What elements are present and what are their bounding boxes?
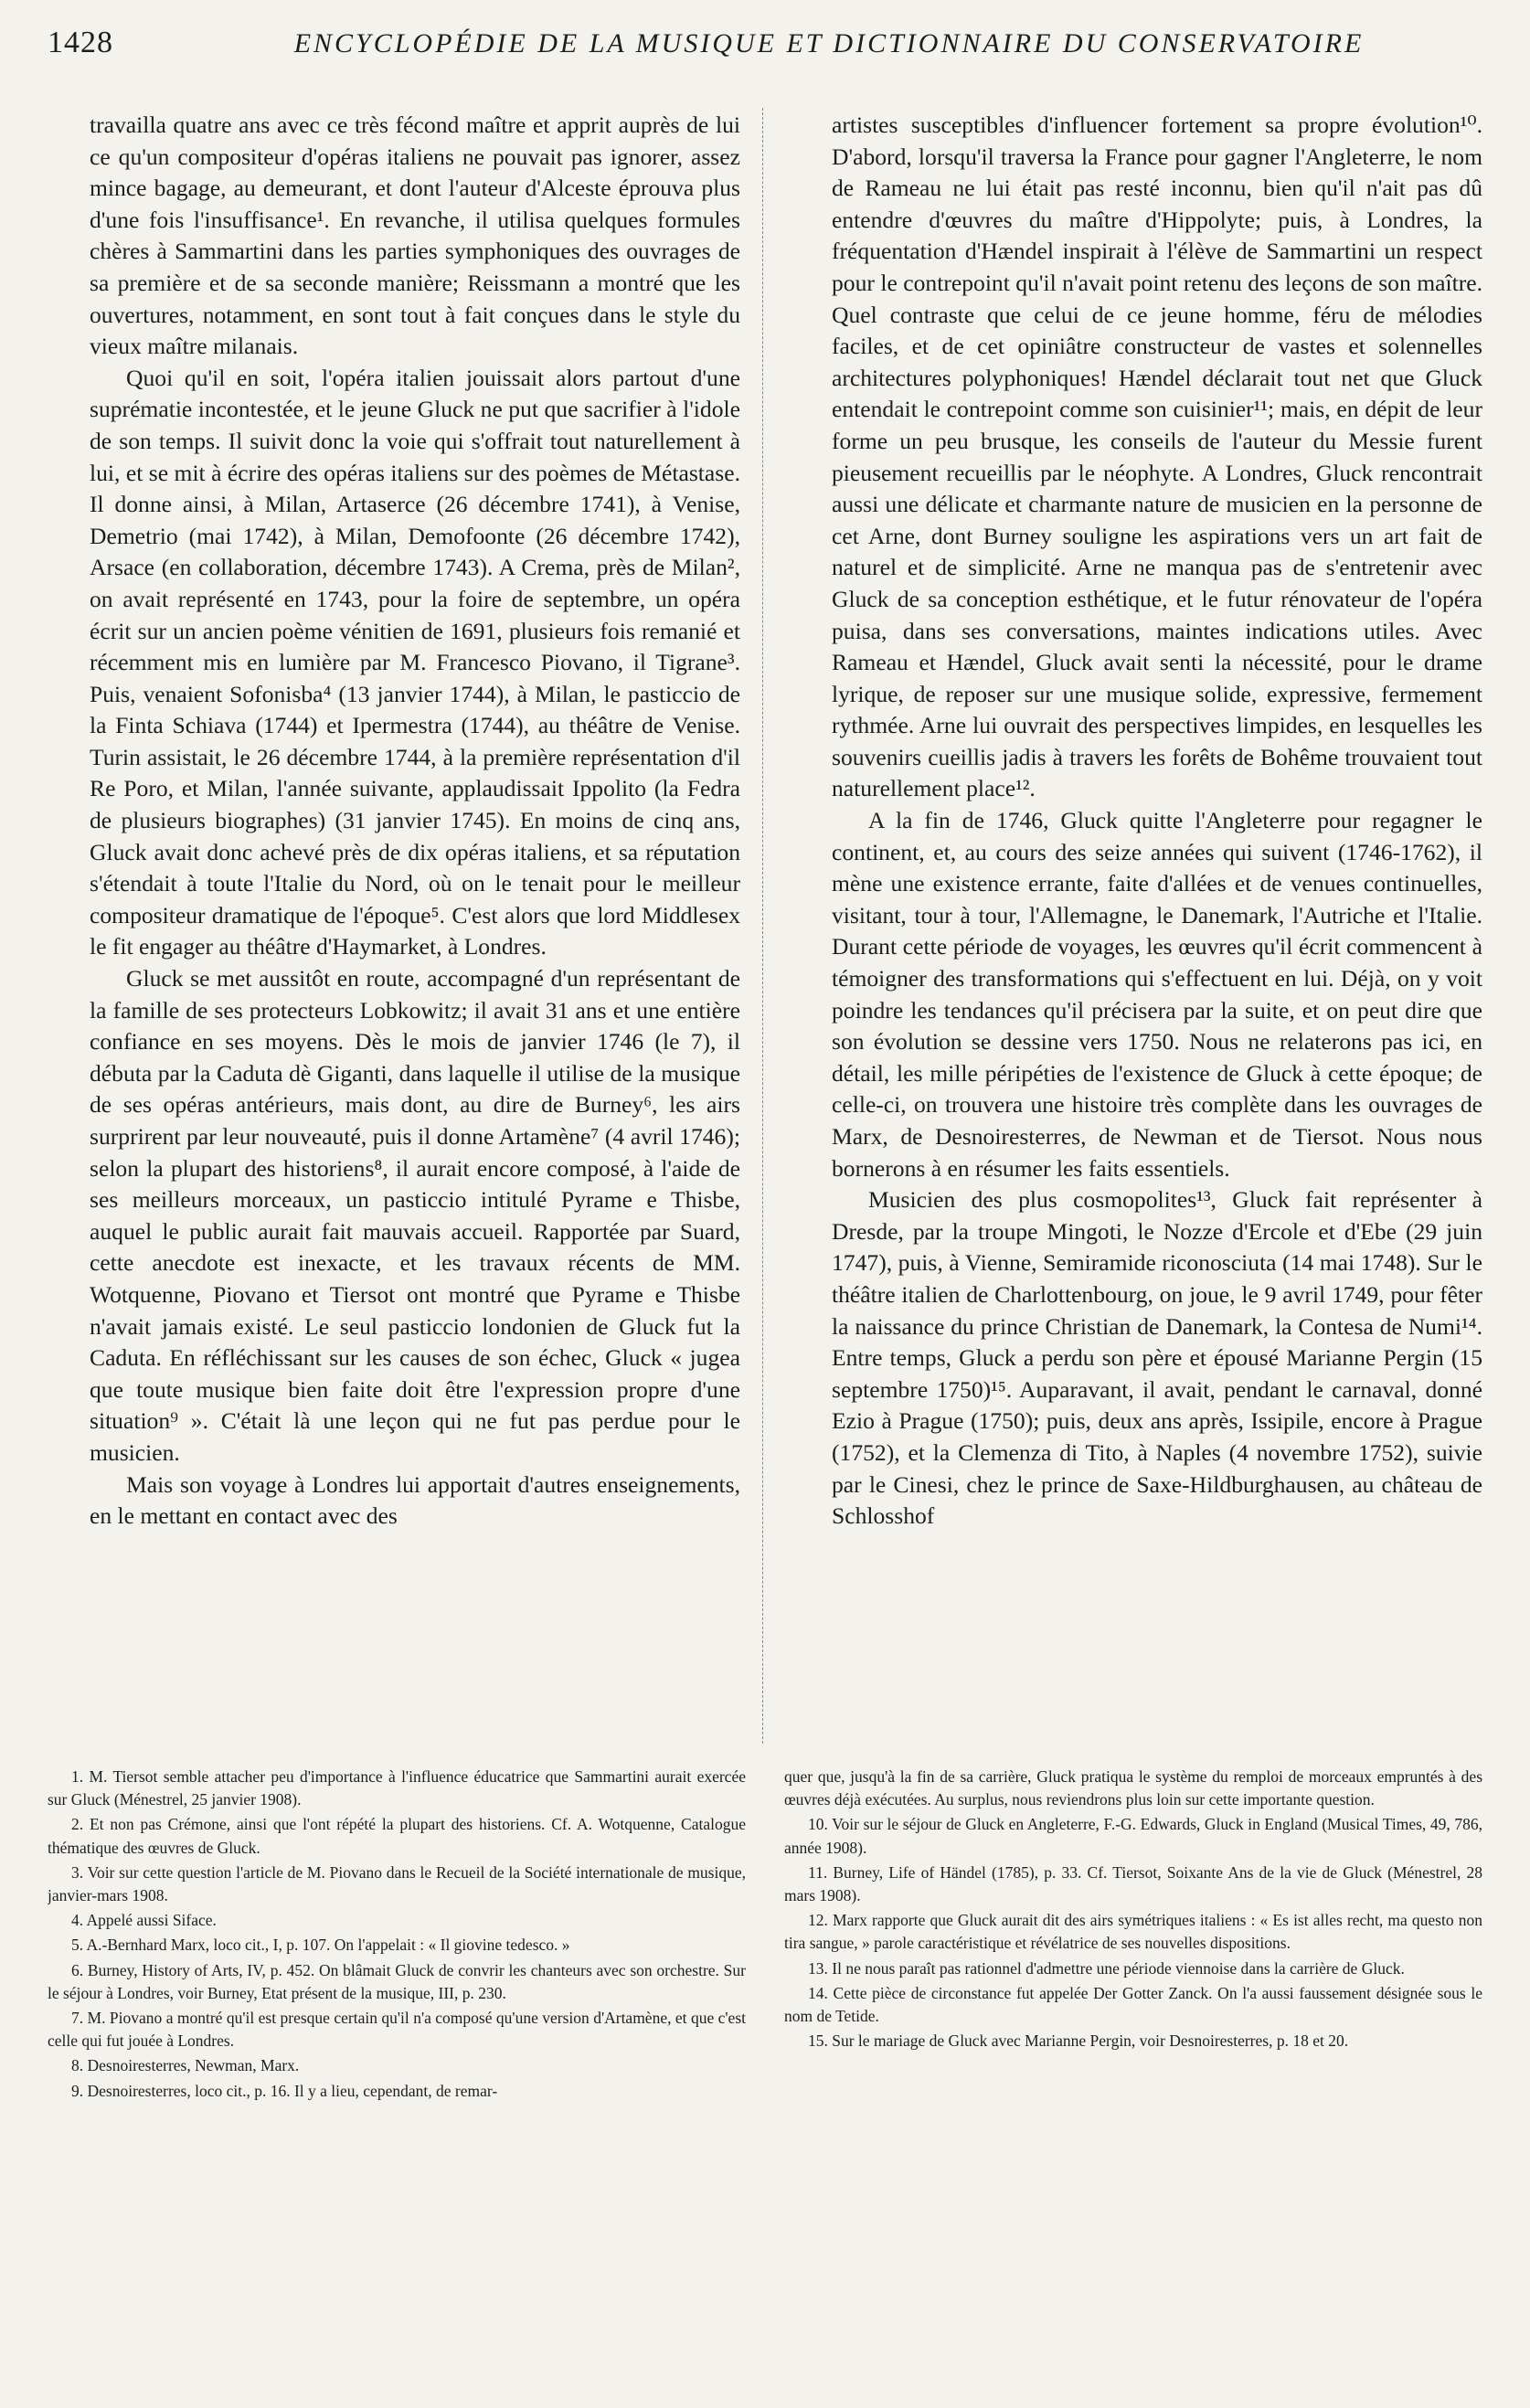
paragraph: Gluck se met aussitôt en route, accompagné d'un représentant de la famille de ses protecteurs Lobkowitz; il avait 31 ans et une entière confiance en ses moyens. Dès le mois de janvier 1746 (le 7), il débuta par la Caduta dè Giganti, dans laquelle il utilise de la musique de ses opéras antérieurs, mais dont, au dire de Burney⁶, les airs surprirent par leur nouveauté, puis il donne Artamène⁷ (4 avril 1746); selon la plupart des historiens⁸, il aurait encore composé, à l'aide de ses meilleurs morceaux, un pasticcio intitulé Pyrame e Thisbe, auquel le public aurait fait mauvais accueil. Rapportée par Suard, cette anecdote est inexacte, et les travaux récents de MM. Wotquenne, Piovano et Tiersot ont montré que Pyrame e Thisbe n'avait jamais existé. Le seul pasticcio londonien de Gluck fut la Caduta. En réfléchissant sur les causes de son échec, Gluck « jugea que toute musique bien faite doit être l'expression propre d'une situation⁹ ». C'était là une leçon qui ne fut pas perdue pour le musicien. [90,965,740,1466]
footnote: 2. Et non pas Crémone, ainsi que l'ont répété la plupart des historiens. Cf. A. Wotquenne, Catalogue thématique des œuvres de Gluck. [48,1815,746,1857]
paragraph: Mais son voyage à Londres lui apportait d'autres enseignements, en le mettant en contact avec des [90,1470,740,1530]
footnote: 8. Desnoiresterres, Newman, Marx. [71,2056,300,2075]
paragraph: Quoi qu'il en soit, l'opéra italien jouissait alors partout d'une suprématie incontestée, et le jeune Gluck ne put que sacrifier à l'idole de son temps. Il suivit donc la voie qui s'offrait tout naturellement à lui, et se mit à écrire des opéras italiens sur des poèmes de Métastase. Il donne ainsi, à Milan, Artaserce (26 décembre 1741), à Venise, Demetrio (mai 1742), à Milan, Demofoonte (26 décembre 1742), Arsace (en collaboration, décembre 1743). A Crema, près de Milan², on avait représenté en 1743, pour la foire de septembre, un opéra écrit sur un ancien poème vénitien de 1691, plusieurs fois remanié et récemment mis en lumière par M. Francesco Piovano, il Tigrane³. Puis, venaient Sofonisba⁴ (13 janvier 1744), à Milan, le pasticcio de la Finta Schiava (1744) et Ipermestra (1744), au théâtre de Venise. Turin assistait, le 26 décembre 1744, à la première représentation d'il Re Poro, et Milan, l'année suivante, applaudissait Ippolito (la Fedra de plusieurs biographes) (31 janvier 1745). En moins de cinq ans, Gluck avait donc achevé près de dix opéras italiens, et sa réputation s'étendait à toute l'Italie du Nord, où on le tenait pour le meilleur compositeur dramatique de l'époque⁵. C'est alors que lord Middlesex le fit engager au théâtre d'Haymarket, à Londres. [90,364,740,960]
footnote: 13. Il ne nous paraît pas rationnel d'admettre une période viennoise dans la carrière de Gluck. [808,1958,1405,1978]
footnotes-right-column [784,1766,1482,2387]
right-column [832,110,1482,1755]
page-number: 1428 [48,26,113,59]
footnotes-left-column [48,1766,746,2387]
paragraph: Musicien des plus cosmopolites¹³, Gluck fait représenter à Dresde, par la troupe Mingoti, le Nozze d'Ercole et d'Ebe (29 juin 1747), puis, à Vienne, Semiramide riconosciuta (14 mai 1748). Sur le théâtre italien de Charlottenbourg, on joue, le 9 avril 1749, pour fêter la naissance du prince Christian de Danemark, la Contesa de Numi¹⁴. Entre temps, Gluck a perdu son père et épousé Marianne Pergin (15 septembre 1750)¹⁵. Auparavant, il avait, pendant le carnaval, donné Ezio à Prague (1750); puis, deux ans après, Issipile, encore à Prague (1752), et la Clemenza di Tito, à Naples (4 novembre 1752), suivie par le Cinesi, chez le prince de Saxe-Hildburghausen, au château de Schlosshof [832,1186,1482,1530]
paragraph: travailla quatre ans avec ce très fécond maître et apprit auprès de lui ce qu'un compositeur d'opéras italiens ne pouvait pas ignorer, assez mince bagage, au demeurant, et dont l'auteur d'Alceste éprouva plus d'une fois l'insuffisance¹. En revanche, il utilisa quelques formules chères à Sammartini dans les parties symphoniques des ouvrages de sa première et de sa seconde manière; Reissmann a montré que les ouvertures, notamment, en sont tout à fait conçues dans le style du vieux maître milanais. [90,111,740,360]
footnote: 14. Cette pièce de circonstance fut appelée Der Gotter Zanck. On l'a aussi faussement désignée sous le nom de Tetide. [784,1983,1482,2026]
footnote: 12. Marx rapporte que Gluck aurait dit des airs symétriques italiens : « Es ist alles recht, ma questo non tira sangue, » parole caractéristique et révélatrice de ses nouvelles dispositions. [784,1911,1482,1953]
page-header [48,26,1482,80]
body-columns [90,110,1482,1755]
paragraph: artistes susceptibles d'influencer fortement sa propre évolution¹⁰. D'abord, lorsqu'il traversa la France pour gagner l'Angleterre, le nom de Rameau ne lui était pas resté inconnu, bien qu'il n'ait pas dû entendre d'œuvres du maître d'Hippolyte; puis, à Londres, la fréquentation d'Hændel inspirait à l'élève de Sammartini un respect pour le contrepoint qu'il n'avait point retenu des leçons de son maître. Quel contraste que celui de ce jeune homme, féru de mélodies faciles, et de cet opiniâtre constructeur de vastes et solennelles architectures polyphoniques! Hændel déclarait tout net que Gluck entendait le contrepoint comme son cuisinier¹¹; mais, en dépit de leur forme un peu brusque, les conseils de l'auteur du Messie furent pieusement recueillis par le néophyte. A Londres, Gluck rencontrait aussi une délicate et charmante nature de musicien en la personne de cet Arne, dont Burney souligne les aspirations vers un art fait de naturel et de simplicité. Arne ne manqua pas de s'entretenir avec Gluck de sa conception esthétique, et le futur rénovateur de l'opéra puisa, dans ses conversations, maintes indications utiles. Avec Rameau et Hændel, Gluck avait senti la nécessité, pour le drame lyrique, de reposer sur une musique solide, expressive, fermement rythmée. Arne lui ouvrait des perspectives limpides, en lesquelles les souvenirs cueillis jadis à travers les forêts de Bohême trouvaient tout naturellement place¹². [832,111,1482,802]
footnote: quer que, jusqu'à la fin de sa carrière, Gluck pratiqua le système du remploi de morceaux empruntés à des œuvres déjà exécutées. Au surplus, nous reviendrons plus loin sur cette importante question. [784,1767,1482,1809]
left-column [90,110,740,1755]
footnote: 15. Sur le mariage de Gluck avec Marianne Pergin, voir Desnoiresterres, p. 18 et 20. [808,2031,1349,2051]
footnote: 7. M. Piovano a montré qu'il est presque certain qu'il n'a composé qu'une version d'Artamène, et que c'est celle qui fut jouée à Londres. [48,2009,746,2051]
footnote: 6. Burney, History of Arts, IV, p. 452. On blâmait Gluck de convrir les chanteurs avec son orchestre. Sur le séjour à Londres, voir Burney, Etat présent de la musique, III, p. 230. [48,1960,746,2002]
paragraph: A la fin de 1746, Gluck quitte l'Angleterre pour regagner le continent, et, au cours des seize années qui suivent (1746-1762), il mène une existence errante, faite d'allées et de venues continuelles, visitant, tour à tour, l'Allemagne, le Danemark, l'Autriche et l'Italie. Durant cette période de voyages, les œuvres qu'il écrit commencent à témoigner des transformations qui s'effectuent en lui. Déjà, on y voit poindre les tendances qu'il précisera par la suite, et on peut dire que son évolution se dessine vers 1750. Nous ne relaterons pas ici, en détail, les mille péripéties de l'existence de Gluck à cette époque; de celle-ci, on trouvera une histoire très complète dans les ouvrages de Marx, de Desnoiresterres, de Newman et de Tiersot. Nous nous bornerons à en résumer les faits essentiels. [832,807,1482,1182]
footnote: 9. Desnoiresterres, loco cit., p. 16. Il y a lieu, cependant, de remar- [71,2081,498,2100]
footnote: 4. Appelé aussi Siface. [71,1911,217,1930]
footnote: 1. M. Tiersot semble attacher peu d'importance à l'influence éducatrice que Sammartini aurait exercée sur Gluck (Ménestrel, 25 janvier 1908). [48,1767,746,1809]
footnote: 5. A.-Bernhard Marx, loco cit., I, p. 107. On l'appelait : « Il giovine tedesco. » [71,1936,570,1955]
footnote: 3. Voir sur cette question l'article de M. Piovano dans le Recueil de la Société internationale de musique, janvier-mars 1908. [48,1862,746,1905]
footnotes [48,1766,1482,2387]
footnote: 10. Voir sur le séjour de Gluck en Angleterre, F.-G. Edwards, Gluck in England (Musical Times, 49, 786, année 1908). [784,1815,1482,1857]
column-divider [762,108,763,1744]
running-title: ENCYCLOPÉDIE DE LA MUSIQUE ET DICTIONNAIRE DU CONSERVATOIRE [293,28,1365,58]
footnote: 11. Burney, Life of Händel (1785), p. 33. Cf. Tiersot, Soixante Ans de la vie de Gluck (Ménestrel, 28 mars 1908). [784,1862,1482,1905]
